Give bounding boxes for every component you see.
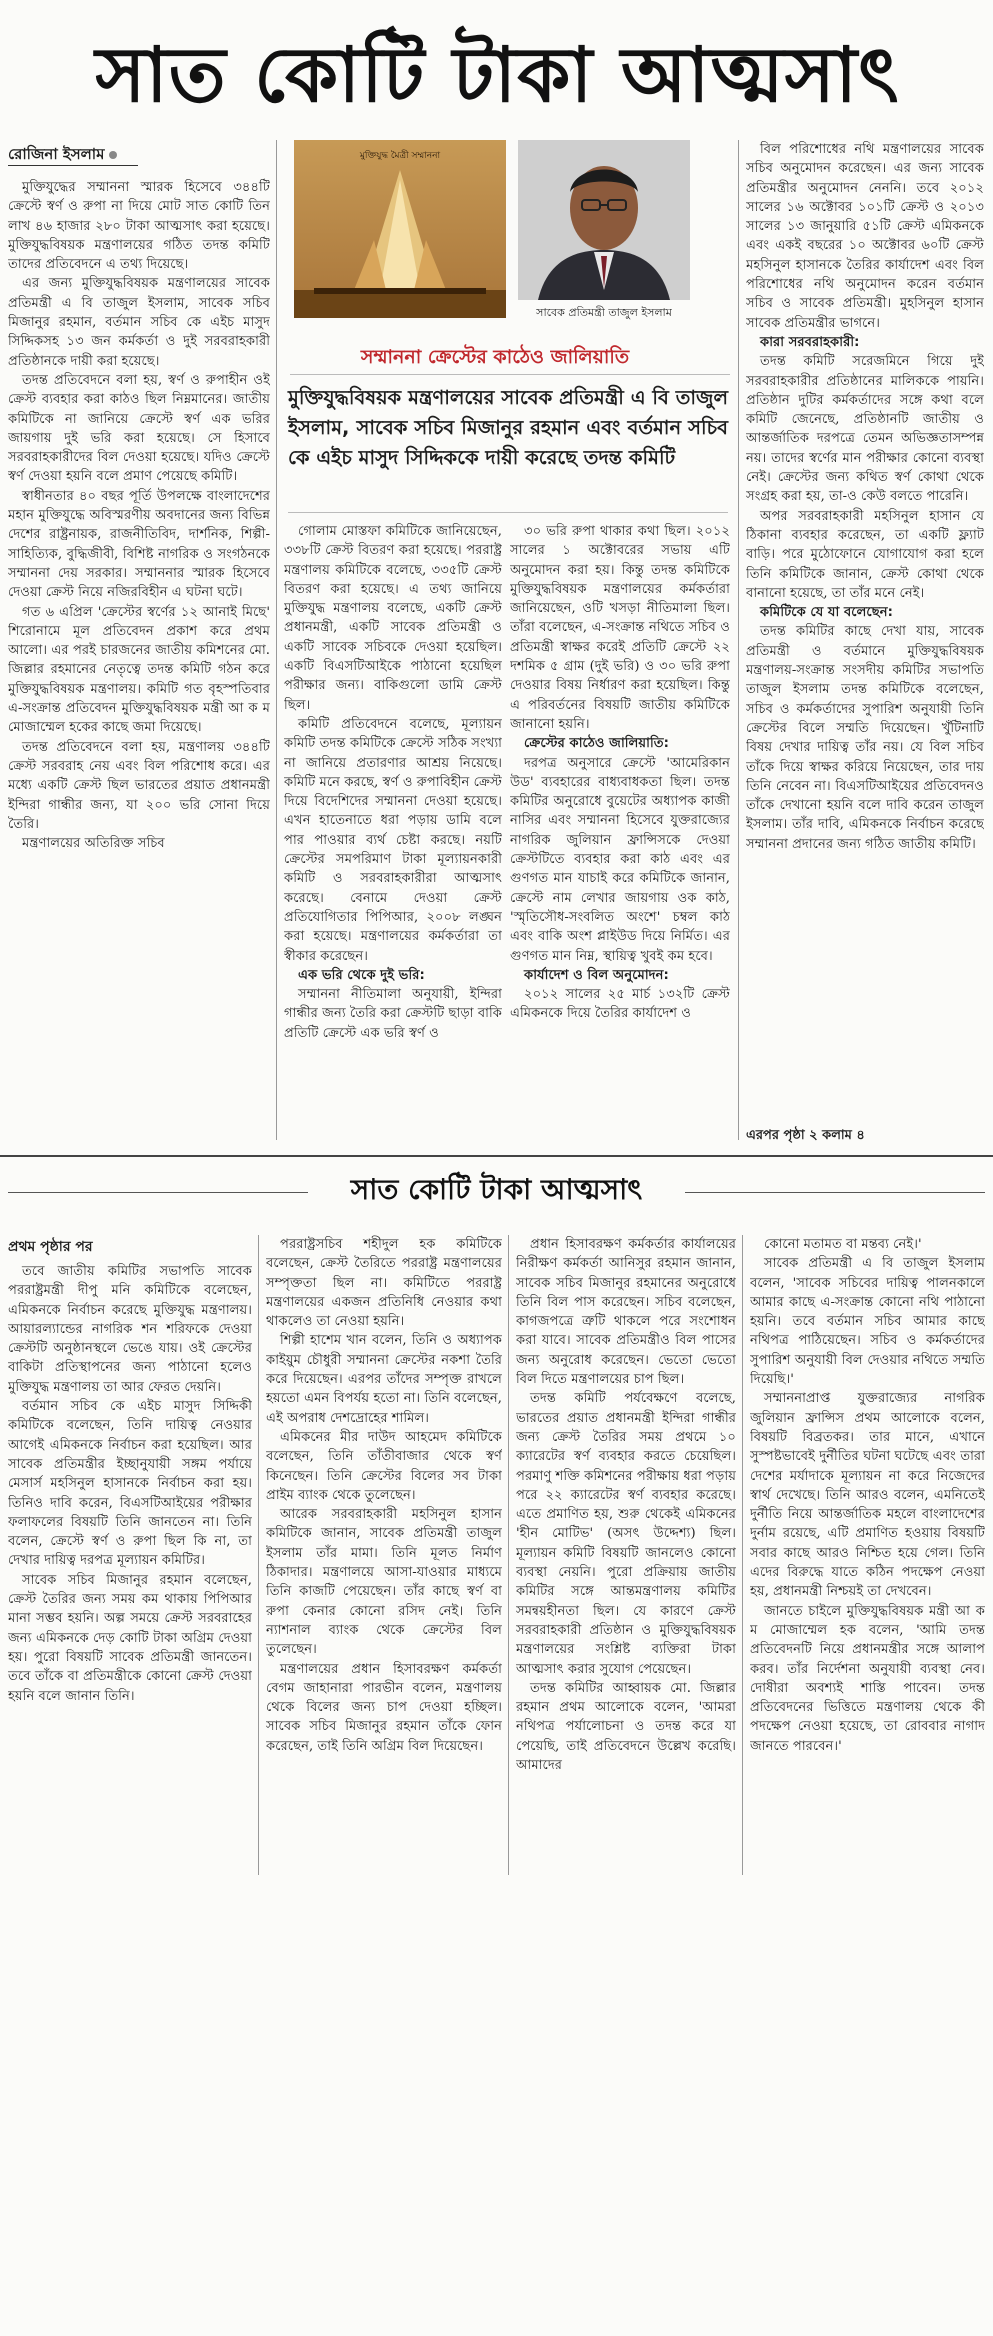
subhead-one-to-two-bhori: এক ভরি থেকে দুই ভরি: xyxy=(298,967,425,983)
paragraph: পররাষ্ট্রসচিব শহীদুল হক কমিটিকে বলেছেন, ক্রেস্ট তৈরিতে পররাষ্ট্র মন্ত্রণালয়ের সম্পৃক্ততা ছিল না। কমিটিতে পররাষ্ট্র মন্ত্রণালয়ের একজন প্রতিনিধি নেওয়ার কথা থাকলেও তা নেওয়া হয়নি। xyxy=(266,1237,502,1330)
paragraph: প্রধান হিসাবরক্ষণ কর্মকর্তার কার্যালয়ের নিরীক্ষণ কর্মকর্তা আনিসুর রহমান জানান, সাবেক সচিব মিজানুর রহমানের অনুরোধে তিনি বিল পাস করেছেন। সচিব বলেছেন, কাগজপত্রে ত্রুটি থাকলে পরে সংশোধন করা যাবে। সাবেক প্রতিমন্ত্রীও বিল পাসের জন্য অনুরোধ করেছেন। ভেতো ভেতো বিল দিতে মন্ত্রণালয়ের চাপ ছিল। xyxy=(516,1237,736,1388)
paragraph: জানতে চাইলে মুক্তিযুদ্ধবিষয়ক মন্ত্রী আ ক ম মোজাম্মেল হক বলেন, 'আমি তদন্ত প্রতিবেদনটি নিয়ে প্রধানমন্ত্রীর সঙ্গে আলাপ করব। তাঁর নির্দেশনা অনুযায়ী ব্যবস্থা নেব। দোষীরা অবশ্যই শাস্তি পাবেন। তদন্ত প্রতিবেদনের ভিত্তিতে মন্ত্রণালয় থেকে কী পদক্ষেপ নেওয়া হয়েছে, তা রোববার নাগাদ জানতে পারবেন।' xyxy=(750,1603,985,1754)
paragraph: এমিকনের মীর দাউদ আহমেদ কমিটিকে বলেছেন, তিনি তাঁতীবাজার থেকে স্বর্ণ কিনেছেন। তিনি ক্রেস্টের বিলের সব টাকা প্রাইম ব্যাংক থেকে তুলেছেন। xyxy=(266,1429,502,1503)
paragraph: তদন্ত কমিটি সরেজমিনে গিয়ে দুই সরবরাহকারীর প্রতিষ্ঠানের মালিককে পায়নি। প্রতিষ্ঠান দুটির কর্মকর্তাদের সঙ্গে কথা বলে কমিটি জেনেছে, প্রতিষ্ঠানটি জাতীয় ও আন্তর্জাতিক দরপত্রে তেমন অভিজ্ঞতাসম্পন্ন নয়। তাদের স্বর্ণের মান পরীক্ষার কোনো ব্যবস্থা নেই। ক্রেস্টের জন্য কথিত স্বর্ণ কোথা থেকে সংগ্রহ করা হয়, তা-ও কেউ বলতে পারেনি। xyxy=(746,354,984,505)
headline2-right-rule xyxy=(685,1192,985,1193)
kicker-headline: সম্মাননা ক্রেস্টের কাঠেও জালিয়াতি xyxy=(360,346,630,368)
article-column-3 xyxy=(510,522,730,1122)
column-divider xyxy=(742,1235,743,1875)
paragraph: অপর সরবরাহকারী মহসিনুল হাসান যে ঠিকানা ব্যবহার করেছেন, তা একটি ফ্ল্যাট বাড়ি। পরে মুঠোফোনে যোগাযোগ করা হলে তিনি কমিটিকে জানান, ক্রেস্ট কোথা থেকে বানানো হয়েছে, তা তাঁর মনে নেই। xyxy=(746,508,984,601)
paragraph: কমিটি প্রতিবেদনে বলেছে, মূল্যায়ন কমিটি তদন্ত কমিটিকে ক্রেস্টে সঠিক সংখ্যা না জানিয়ে প্রতারণার আশ্রয় নিয়েছে। কমিটি মনে করছে, স্বর্ণ ও রুপাবিহীন ক্রেস্ট দিয়ে বিদেশিদের সম্মাননা দেওয়া হয়েছে। এখন হাতেনাতে ধরা পড়ায় ডামি বলে পার পাওয়ার ব্যর্থ চেষ্টা করছে। নয়টি ক্রেস্টের সমপরিমাণ টাকা মূল্যায়নকারী কমিটি ও সরবরাহকারীরা আত্মসাৎ করেছে। বেনামে দেওয়া ক্রেস্ট প্রতিযোগিতার পিপিআর, ২০০৮ লঙ্ঘন করা হয়েছে। মন্ত্রণালয়ের কর্মকর্তারা তা স্বীকার করেছেন। xyxy=(284,716,502,964)
paragraph: গোলাম মোস্তফা কমিটিকে জানিয়েছেন, ৩৩৮টি ক্রেস্ট বিতরণ করা হয়েছে। পররাষ্ট্র মন্ত্রণালয় কমিটিকে বলেছে, ৩৩৫টি ক্রেস্ট বিতরণ করা হয়েছে। এ তথ্য জানিয়ে মুক্তিযুদ্ধ মন্ত্রণালয় বলেছে, একটি ক্রেস্ট প্রধানমন্ত্রী, একটি সাবেক প্রতিমন্ত্রী ও একটি সাবেক সচিবকে দেওয়া হয়েছিল। একটি বিএসটিআইকে পাঠানো হয়েছিল পরীক্ষার জন্য। বাকিগুলো ডামি ক্রেস্ট ছিল। xyxy=(284,524,502,713)
deck-summary: মুক্তিযুদ্ধবিষয়ক মন্ত্রণালয়ের সাবেক প্রতিমন্ত্রী এ বি তাজুল ইসলাম, সাবেক সচিব মিজানুর রহমান এবং বর্তমান সচিব কে এইচ মাসুদ সিদ্দিককে দায়ী করেছে তদন্ত কমিটি xyxy=(288,386,728,469)
paragraph: ৩০ ভরি রুপা থাকার কথা ছিল। ২০১২ সালের ১ অক্টোবরের সভায় এটি অনুমোদন করা হয়। কিন্তু তদন্ত কমিটিকে মুক্তিযুদ্ধবিষয়ক মন্ত্রণালয়ের কর্মকর্তারা জানিয়েছেন, ওটি খসড়া নীতিমালা ছিল। তাঁরা বলেছেন, এ-সংক্রান্ত নথিতে সচিব ও প্রতিমন্ত্রী স্বাক্ষর করেই প্রতিটি ক্রেস্টে ২২ দশমিক ৫ গ্রাম (দুই ভরি) ও ৩০ ভরি রুপা দেওয়ার বিষয় নির্ধারণ করা হয়েছিল। কিন্তু এ পরিবর্তনের বিষয়টি জাতীয় কমিটিকে জানানো হয়নি। xyxy=(510,524,730,732)
portrait-caption: সাবেক প্রতিমন্ত্রী তাজুল ইসলাম xyxy=(536,306,672,319)
photo-label: মুক্তিযুদ্ধ মৈত্রী সম্মাননা xyxy=(359,151,441,161)
paragraph: আরেক সরবরাহকারী মহসিনুল হাসান কমিটিকে জানান, সাবেক প্রতিমন্ত্রী তাজুল ইসলাম তাঁর মামা। তিনি মূলত নির্মাণ ঠিকাদার। মন্ত্রণালয়ে আসা-যাওয়ার মাধ্যমে তিনি কাজটি পেয়েছেন। তাঁর কাছে স্বর্ণ বা রুপা কেনার কোনো রসিদ নেই। তিনি ন্যাশনাল ব্যাংক থেকে ক্রেস্টের বিল তুলেছেন। xyxy=(266,1507,502,1658)
paragraph: তদন্ত কমিটির আহ্বায়ক মো. জিল্লার রহমান প্রথম আলোকে বলেন, 'আমরা নথিপত্র পর্যালোচনা ও তদন্ত করে যা পেয়েছি, তাই প্রতিবেদনে উল্লেখ করেছি। আমাদের xyxy=(516,1680,736,1774)
deck-rule xyxy=(288,512,728,513)
paragraph: সম্মাননাপ্রাপ্ত যুক্তরাজ্যের নাগরিক জুলিয়ান ফ্রান্সিস প্রথম আলোকে বলেন, বিষয়টি বিব্রতকর। তার মানে, এখানে সুস্পষ্টভাবেই দুর্নীতির ঘটনা ঘটেছে এবং তারা দেশের মর্যাদাকে মূল্যায়ন না করে নিজেদের স্বার্থ দেখেছে। তিনি আরও বলেন, এমনিতেই দুর্নীতি নিয়ে আন্তর্জাতিক মহলে বাংলাদেশের দুর্নাম রয়েছে, এটি প্রমাণিত হওয়ায় বিষয়টি সবার কাছে আরও নিশ্চিত হয়ে গেল। তিনি এদের বিরুদ্ধে যাতে কঠিন পদক্ষেপ নেওয়া হয়, প্রধানমন্ত্রী নিশ্চয়ই তা দেখবেন। xyxy=(750,1391,985,1600)
continue-note: এরপর পৃষ্ঠা ২ কলাম ৪ xyxy=(746,1128,865,1143)
continuation-column-4 xyxy=(750,1235,985,1875)
column-divider xyxy=(258,1235,259,1875)
portrait-photo xyxy=(518,140,690,300)
continuation-column-1 xyxy=(8,1262,252,1874)
article-column-2 xyxy=(284,522,502,1122)
paragraph: সম্মাননা নীতিমালা অনুযায়ী, ইন্দিরা গান্ধীর জন্য তৈরি করা ক্রেস্টটি ছাড়া বাকি প্রতিটি ক্রেস্টে এক ভরি স্বর্ণ ও xyxy=(284,987,502,1041)
page-headline: সাত কোটি টাকা আত্মসাৎ xyxy=(95,30,900,119)
subhead-suppliers: কারা সরবরাহকারী: xyxy=(760,334,860,350)
paragraph: তবে জাতীয় কমিটির সভাপতি সাবেক পররাষ্ট্রমন্ত্রী দীপু মনি কমিটিকে বলেছেন, এমিকনকে নির্বাচন করেছে মুক্তিযুদ্ধ মন্ত্রণালয়। আয়ারল্যান্ডের নাগরিক শন শরিফকে দেওয়া ক্রেস্টটি অনুষ্ঠানস্থলে ভেঙে যায়। ওই ক্রেস্টের বাকিটা প্রতিস্থাপনের জন্য পাঠানো হলেও মুক্তিযুদ্ধ মন্ত্রণালয় তা আর ফেরত দেয়নি। xyxy=(8,1264,252,1395)
paragraph: বিল পরিশোধের নথি মন্ত্রণালয়ের সাবেক সচিব অনুমোদন করেছেন। এর জন্য সাবেক প্রতিমন্ত্রীর অনুমোদন নেননি। তবে ২০১২ সালের ১৬ অক্টোবর ১০১টি ক্রেস্ট ও ২০১৩ সালের ১৩ জানুয়ারি ৫১টি ক্রেস্ট এমিকনকে এবং একই বছরের ১০ অক্টোবর ৬০টি ক্রেস্ট মহসিনুল হাসানকে তৈরির কার্যাদেশ এবং বিল পরিশোধের নথি অনুমোদন করেন বর্তমান সচিব ও সাবেক প্রতিমন্ত্রী। মুহসিনুল হাসান সাবেক প্রতিমন্ত্রীর ভাগনে। xyxy=(746,142,984,331)
column-divider xyxy=(738,140,739,1140)
paragraph: তদন্ত প্রতিবেদনে বলা হয়, স্বর্ণ ও রুপাহীন ওই ক্রেস্ট ব্যবহার করা কাঠও ছিল নিম্নমানের। জাতীয় কমিটিকে না জানিয়ে ক্রেস্টে স্বর্ণ এক ভরির জায়গায় দুই ভরি করা হয়েছে। সে হিসাবে সরবরাহকারীদের বিল দেওয়া হয়েছে। যদিও ক্রেস্টে স্বর্ণ দেওয়া হয়নি বলে প্রমাণ পেয়েছে কমিটি। xyxy=(8,372,270,485)
paragraph: শিল্পী হাশেম খান বলেন, তিনি ও অধ্যাপক কাইয়ুম চৌধুরী সম্মাননা ক্রেস্টের নকশা তৈরি করে দিয়েছেন। এরপর তাঁদের সম্পৃক্ত রাখলে হয়তো এমন বিপর্যয় হতো না। তিনি বলেছেন, এই অপরাধ দেশদ্রোহের শামিল। xyxy=(266,1333,502,1426)
paragraph: দরপত্র অনুসারে ক্রেস্টে 'আমেরিকান উড' ব্যবহারের বাধ্যবাধকতা ছিল। তদন্ত কমিটির অনুরোধে বুয়েটের অধ্যাপক কাজী নাসির এবং সম্মাননা হিসেবে যুক্তরাজ্যের নাগরিক জুলিয়ান ফ্রান্সিসকে দেওয়া ক্রেস্টটিতে ব্যবহার করা কাঠ এবং এর গুণগত মান যাচাই করে কমিটিকে জানান, ক্রেস্টে নাম লেখার জায়গায় ওক কাঠ, 'স্মৃতিসৌধ-সংবলিত অংশে' চম্বল কাঠ এবং বাকি অংশ প্লাইউড দিয়ে নির্মিত। এর গুণগত মান নিম্ন, স্থায়িত্ব খুবই কম হবে। xyxy=(510,755,730,964)
article-column-4 xyxy=(746,140,984,1120)
paragraph: কোনো মতামত বা মন্তব্য নেই।' xyxy=(764,1237,922,1252)
paragraph: স্বাধীনতার ৪০ বছর পূর্তি উপলক্ষে বাংলাদেশের মহান মুক্তিযুদ্ধে অবিস্মরণীয় অবদানের জন্য বিভিন্ন দেশের রাষ্ট্রনায়ক, রাজনীতিবিদ, দার্শনিক, শিল্পী-সাহিত্যিক, বুদ্ধিজীবী, বিশিষ্ট নাগরিক ও সংগঠনকে সম্মাননা দেয় সরকার। সম্মাননার স্মারক হিসেবে দেওয়া ক্রেস্ট নিয়ে নজিরবিহীন এ ঘটনা ঘটে। xyxy=(8,488,270,601)
jump-label: প্রথম পৃষ্ঠার পর xyxy=(8,1239,93,1255)
kicker-rule xyxy=(290,374,730,375)
paragraph: মুক্তিযুদ্ধের সম্মাননা স্মারক হিসেবে ৩৪৪টি ক্রেস্টে স্বর্ণ ও রুপা না দিয়ে মোট সাত কোটি তিন লাখ ৪৬ হাজার ২৮০ টাকা আত্মসাৎ করা হয়েছে। মুক্তিযুদ্ধবিষয়ক মন্ত্রণালয়ের গঠিত তদন্ত কমিটি তাদের প্রতিবেদনে এ তথ্য দিয়েছে। xyxy=(8,180,270,273)
paragraph: তদন্ত কমিটির কাছে দেখা যায়, সাবেক প্রতিমন্ত্রী ও বর্তমানে মুক্তিযুদ্ধবিষয়ক মন্ত্রণালয়-সংক্রান্ত সংসদীয় কমিটির সভাপতি তাজুল ইসলাম তদন্ত কমিটিকে বলেছেন, সচিব ও কর্মকর্তাদের সুপারিশ অনুযায়ী তিনি ক্রেস্টের বিলে সম্মতি দিয়েছেন। খুঁটিনাটি বিষয় দেখার দায়িত্ব তাঁর নয়। যে বিল সচিব তাঁকে দিয়ে স্বাক্ষর করিয়ে নিয়েছেন, তার দায় তিনি নেবেন না। বিএসটিআইয়ের প্রতিবেদনও তাঁকে দেখানো হয়নি বলে দাবি করেন তাজুল ইসলাম। তাঁর দাবি, এমিকনকে নির্বাচন করেছে সম্মাননা প্রদানের জন্য গঠিত জাতীয় কমিটি। xyxy=(746,624,984,852)
paragraph: গত ৬ এপ্রিল 'ক্রেস্টের স্বর্ণের ১২ আনাই মিছে' শিরোনামে মূল প্রতিবেদন প্রকাশ করে প্রথম আলো। এর পরই চারজনের জাতীয় কমিশনের মো. জিল্লার রহমানের নেতৃত্বে তদন্ত কমিটি গঠন করে মুক্তিযুদ্ধবিষয়ক মন্ত্রণালয়। কমিটি গত বৃহস্পতিবার এ-সংক্রান্ত প্রতিবেদন মুক্তিযুদ্ধবিষয়ক মন্ত্রী আ ক ম মোজাম্মেল হকের কাছে জমা দিয়েছে। xyxy=(8,604,270,736)
paragraph: বর্তমান সচিব কে এইচ মাসুদ সিদ্দিকী কমিটিকে বলেছেন, তিনি দায়িত্ব নেওয়ার আগেই এমিকনকে নির্বাচন করা হয়েছিল। আর সাবেক প্রতিমন্ত্রীর ইচ্ছানুযায়ী সঙ্গম পর্যায়ে মেসার্স মহসিনুল হাসানকে নির্বাচন করা হয়। তিনিও দাবি করেন, বিএসটিআইয়ের পরীক্ষার ফলাফলের বিষয়টি তিনি জানতেন না। তিনি বলেন, ক্রেস্টে স্বর্ণ ও রুপা ছিল কি না, তা দেখার দায়িত্ব দরপত্র মূল্যায়ন কমিটির। xyxy=(8,1399,252,1569)
crest-monument-icon xyxy=(294,140,506,318)
paragraph: ২০১২ সালের ২৫ মার্চ ১৩২টি ক্রেস্ট এমিকনকে দিয়ে তৈরির কার্যাদেশ ও xyxy=(510,987,730,1022)
paragraph: মন্ত্রণালয়ের প্রধান হিসাবরক্ষণ কর্মকর্তা বেগম জাহানারা পারভীন বলেন, মন্ত্রণালয় থেকে বিলের জন্য চাপ দেওয়া হচ্ছিল। সাবেক সচিব মিজানুর রহমান তাঁকে ফোন করেছেন, তাই তিনি অগ্রিম বিল দিয়েছেন। xyxy=(266,1661,502,1754)
continuation-column-3 xyxy=(516,1235,736,1875)
continuation-column-2 xyxy=(266,1235,502,1875)
paragraph: সাবেক প্রতিমন্ত্রী এ বি তাজুল ইসলাম বলেন, 'সাবেক সচিবের দায়িত্ব পালনকালে আমার কাছে এ-সংক্রান্ত কোনো নথি পাঠানো হয়নি। তবে বর্তমান সচিব আমার কাছে নথিপত্র পাঠিয়েছেন। সচিব ও কর্মকর্তাদের সুপারিশ অনুযায়ী বিল দেওয়ার নথিতে সম্মতি দিয়েছি।' xyxy=(750,1256,985,1388)
byline-text: রোজিনা ইসলাম xyxy=(8,145,105,163)
column-divider xyxy=(508,1235,509,1875)
subhead-crest-wood: ক্রেস্টের কাঠেও জালিয়াতি: xyxy=(524,736,669,752)
paragraph: তদন্ত প্রতিবেদনে বলা হয়, মন্ত্রণালয় ৩৪৪টি ক্রেস্ট সরবরাহ নেয় এবং বিল পরিশোধ করে। এর মধ্যে একটি ক্রেস্ট ছিল ভারতের প্রয়াত প্রধানমন্ত্রী ইন্দিরা গান্ধীর জন্য, যা ২০০ ভরি সোনা দিয়ে তৈরি। xyxy=(8,739,270,832)
paragraph: তদন্ত কমিটি পর্যবেক্ষণে বলেছে, ভারতের প্রয়াত প্রধানমন্ত্রী ইন্দিরা গান্ধীর জন্য ক্রেস্ট তৈরির সময় প্রথমে ১০ ক্যারেটের স্বর্ণ ব্যবহার করতে চেয়েছিল। পরমাণু শক্তি কমিশনের পরীক্ষায় ধরা পড়ায় পরে ২২ ক্যারেটের স্বর্ণ ব্যবহার করেছে। এতে প্রমাণিত হয়, শুরু থেকেই এমিকনের 'হীন মোটিভ' (অসৎ উদ্দেশ্য) ছিল। মূল্যায়ন কমিটি বিষয়টি জানলেও কোনো ব্যবস্থা নেয়নি। পুরো প্রক্রিয়ায় জাতীয় কমিটির সঙ্গে আন্তমন্ত্রণালয় কমিটির সমন্বয়হীনতা ছিল। যে কারণে ক্রেস্ট সরবরাহকারী প্রতিষ্ঠান ও মুক্তিযুদ্ধবিষয়ক মন্ত্রণালয়ের সংশ্লিষ্ট ব্যক্তিরা টাকা আত্মসাৎ করার সুযোগ পেয়েছেন। xyxy=(516,1391,736,1677)
subhead-who-said-what: কমিটিকে যে যা বলেছেন: xyxy=(760,605,893,621)
bullet-icon xyxy=(109,151,117,159)
article-column-1 xyxy=(8,178,270,1123)
section-separator xyxy=(0,1155,993,1157)
byline-rule xyxy=(8,165,138,166)
subhead-work-order: কার্যাদেশ ও বিল অনুমোদন: xyxy=(524,967,669,983)
monument-crest-photo xyxy=(294,140,506,318)
column-divider xyxy=(276,140,277,1140)
paragraph: মন্ত্রণালয়ের অতিরিক্ত সচিব xyxy=(22,836,165,852)
paragraph: এর জন্য মুক্তিযুদ্ধবিষয়ক মন্ত্রণালয়ের সাবেক প্রতিমন্ত্রী এ বি তাজুল ইসলাম, সাবেক সচিব মিজানুর রহমান, বর্তমান সচিব কে এইচ মাসুদ সিদ্দিকসহ ১৩ জন কর্মকর্তা ও দুই সরবরাহকারী প্রতিষ্ঠানকে দায়ী করা হয়েছে। xyxy=(8,276,270,369)
portrait-figure-icon xyxy=(518,140,690,300)
continuation-headline: সাত কোটি টাকা আত্মসাৎ xyxy=(350,1173,643,1206)
paragraph: সাবেক সচিব মিজানুর রহমান বলেছেন, ক্রেস্ট তৈরির জন্য সময় কম থাকায় পিপিআর মানা সম্ভব হয়নি। অল্প সময়ে ক্রেস্ট সরবরাহের জন্য এমিকনকে দেড় কোটি টাকা অগ্রিম দেওয়া হয়। পুরো বিষয়টি সাবেক প্রতিমন্ত্রী জানতেন। তবে তাঁকে বা প্রতিমন্ত্রীকে কোনো ক্রেস্ট দেওয়া হয়নি বলে জানান তিনি। xyxy=(8,1572,252,1704)
